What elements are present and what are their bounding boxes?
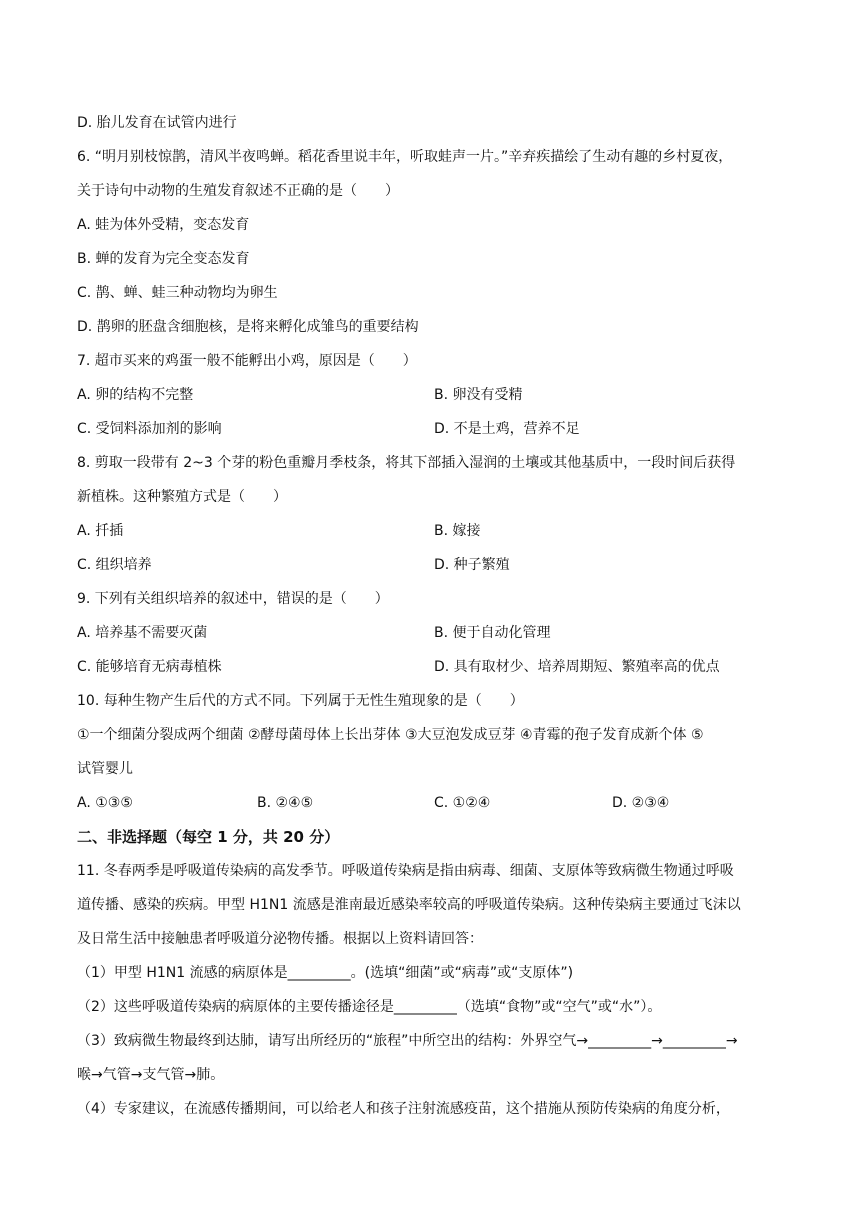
q8-option-d: D. 种子繁殖: [434, 557, 510, 573]
q10-items-line2: 试管婴儿: [77, 761, 133, 777]
section-heading: 二、非选择题（每空 1 分，共 20 分）: [77, 828, 340, 846]
q11-subquestion-3-line1: （3）致病微生物最终到达肺，请写出所经历的“旅程”中所空出的结构：外界空气→_________→_________→: [77, 1033, 738, 1049]
q9-option-a: A. 培养基不需要灭菌: [77, 625, 208, 641]
q11-paragraph-line3: 及日常生活中接触患者呼吸道分泌物传播。根据以上资料请回答：: [77, 931, 483, 947]
q11-paragraph-line1: 11. 冬春两季是呼吸道传染病的高发季节。呼吸道传染病是指由病毒、细菌、支原体等致病微生物通过呼吸: [77, 863, 734, 879]
q10-stem: 10. 每种生物产生后代的方式不同。下列属于无性生殖现象的是（ ）: [77, 693, 524, 709]
q6-stem-line2: 关于诗句中动物的生殖发育叙述不正确的是（ ）: [77, 183, 399, 199]
q6-option-c: C. 鹊、蝉、蛙三种动物均为卵生: [77, 285, 278, 301]
q8-stem-line2: 新植株。这种繁殖方式是（ ）: [77, 489, 287, 505]
q10-option-b: B. ②④⑤: [257, 795, 314, 811]
q7-option-c: C. 受饲料添加剂的影响: [77, 421, 222, 437]
q10-option-c: C. ①②④: [434, 795, 491, 811]
q6-stem-line1: 6. “明月别枝惊鹊，清风半夜鸣蝉。稻花香里说丰年，听取蛙声一片。”辛弃疾描绘了生动有趣的乡村夏夜，: [77, 149, 733, 165]
q6-option-d: D. 鹊卵的胚盘含细胞核，是将来孵化成雏鸟的重要结构: [77, 319, 419, 335]
q10-option-d: D. ②③④: [612, 795, 670, 811]
q9-option-b: B. 便于自动化管理: [434, 625, 551, 641]
q11-paragraph-line2: 道传播、感染的疾病。甲型 H1N1 流感是淮南最近感染率较高的呼吸道传染病。这种传染病主要通过飞沫以: [77, 897, 741, 913]
q11-subquestion-2: （2）这些呼吸道传染病的病原体的主要传播途径是_________（选填“食物”或“空气”或“水”）。: [77, 999, 662, 1015]
q8-stem-line1: 8. 剪取一段带有 2~3 个芽的粉色重瓣月季枝条，将其下部插入湿润的土壤或其他基质中，一段时间后获得: [77, 455, 736, 471]
q8-option-c: C. 组织培养: [77, 557, 152, 573]
q8-option-b: B. 嫁接: [434, 523, 481, 539]
q5-option-d: D. 胎儿发育在试管内进行: [77, 115, 237, 131]
q6-option-a: A. 蛙为体外受精，变态发育: [77, 217, 250, 233]
q10-items-line1: ①一个细菌分裂成两个细菌 ②酵母菌母体上长出芽体 ③大豆泡发成豆芽 ④青霉的孢子发育成新个体 ⑤: [77, 727, 704, 743]
q11-subquestion-3-line2: 喉→气管→支气管→肺。: [77, 1067, 225, 1083]
q9-stem: 9. 下列有关组织培养的叙述中，错误的是（ ）: [77, 591, 389, 607]
q7-option-a: A. 卵的结构不完整: [77, 387, 194, 403]
q6-option-b: B. 蝉的发育为完全变态发育: [77, 251, 250, 267]
q11-subquestion-4: （4）专家建议，在流感传播期间，可以给老人和孩子注射流感疫苗，这个措施从预防传染病的角度分析，: [77, 1101, 730, 1117]
q7-stem: 7. 超市买来的鸡蛋一般不能孵出小鸡，原因是（ ）: [77, 353, 417, 369]
q9-option-d: D. 具有取材少、培养周期短、繁殖率高的优点: [434, 659, 720, 675]
q7-option-b: B. 卵没有受精: [434, 387, 523, 403]
q10-option-a: A. ①③⑤: [77, 795, 133, 811]
q11-subquestion-1: （1）甲型 H1N1 流感的病原体是_________。(选填“细菌”或“病毒”或“支原体”): [77, 965, 574, 981]
q9-option-c: C. 能够培育无病毒植株: [77, 659, 222, 675]
q7-option-d: D. 不是土鸡，营养不足: [434, 421, 580, 437]
q8-option-a: A. 扦插: [77, 523, 124, 539]
